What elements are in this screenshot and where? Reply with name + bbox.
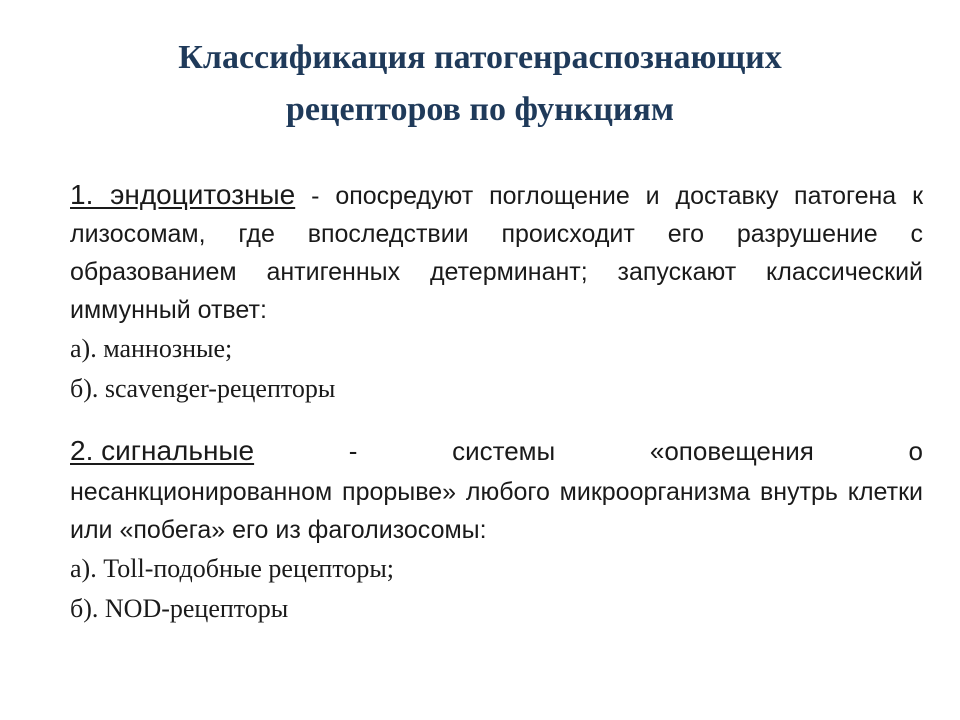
- section-signaling-word-2: «оповещения: [649, 436, 814, 466]
- list-item: а). Toll-подобные рецепторы;: [70, 554, 395, 583]
- section-signaling-first-line: [70, 429, 923, 473]
- slide-title-line-1: Классификация патогенраспознающих: [178, 39, 782, 76]
- section-signaling-heading: 2. сигнальные: [70, 435, 255, 466]
- section-signaling-description: [70, 473, 923, 549]
- slide-title-line-2: рецепторов по функциям: [285, 91, 675, 128]
- list-item: б). NOD-рецепторы: [70, 594, 289, 623]
- section-endocytic-heading: 1. эндоцитозные: [70, 179, 296, 210]
- section-endocytic-description: патогена к лизосомам, где впоследствии происходит его разрушение с образованием антигенных детерминант; запускают классический иммунный ответ:: [70, 182, 924, 324]
- slide-body: [70, 176, 923, 629]
- list-item: б). scavenger-рецепторы: [70, 374, 336, 403]
- section-signaling-word-1: системы: [452, 436, 556, 466]
- section-endocytic-description-start: - опосредуют поглощение и доставку: [295, 182, 779, 210]
- slide-title: [60, 32, 900, 136]
- section-signaling-description-text: несанкционированном прорыве» любого микроорганизма внутрь клетки или «побега» его из фаголизосомы:: [70, 478, 923, 544]
- section-signaling-dash: -: [348, 436, 358, 466]
- section-endocytic: [70, 176, 923, 329]
- section-signaling-word-3: о: [908, 436, 923, 466]
- list-item: а). маннозные;: [70, 334, 233, 363]
